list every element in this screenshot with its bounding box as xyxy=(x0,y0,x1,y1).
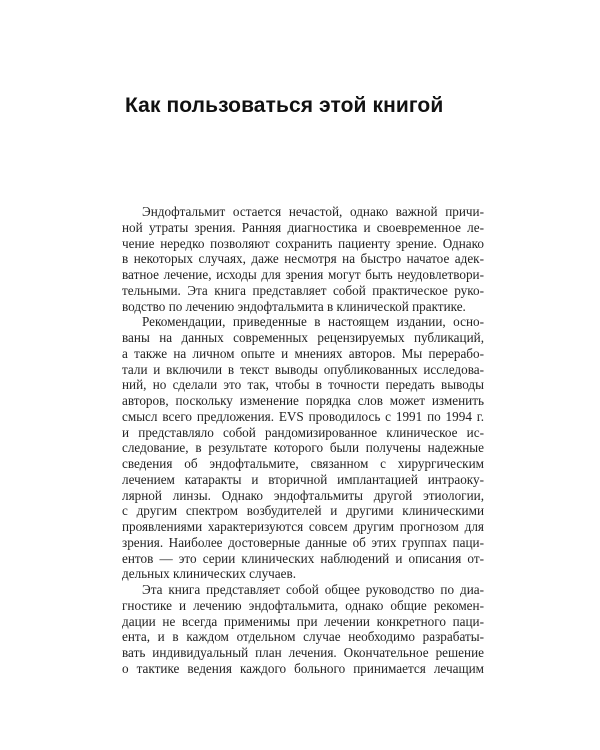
text-line: вать индивидуальный план лечения. Окончательное решение xyxy=(122,645,484,660)
text-line: ний, но сделали это так, чтобы в точности передать выводы xyxy=(122,377,484,393)
text-line: следование, в результате которого были получены надежные xyxy=(122,440,484,456)
text-line: сведения об эндофтальмите, связанном с хирургическим xyxy=(122,456,484,471)
text-line: дельных клинических случаев. xyxy=(122,566,297,582)
text-line: гностике и лечению эндофтальмита, однако общие рекомен- xyxy=(122,597,484,613)
text-line: в некоторых случаях, даже несмотря на быстро начатое адек- xyxy=(122,251,484,267)
text-line: ной утраты зрения. Ранняя диагностика и своевременное ле- xyxy=(122,219,484,235)
text-line: Рекомендации, приведенные в настоящем издании, осно- xyxy=(142,314,484,330)
chapter-title: Как пользоваться этой книгой xyxy=(125,94,444,117)
text-line: лечением катаракты и вторичной имплантацией интраоку- xyxy=(122,471,484,487)
text-line: Эта книга представляет собой общее руководство по диа- xyxy=(142,582,484,597)
text-line: ватное лечение, исходы для зрения могут быть неудовлетвори- xyxy=(122,267,484,282)
text-line: с другим спектром возбудителей и другими клиническими xyxy=(122,503,484,519)
text-line: проявлениями характеризуются совсем другим прогнозом для xyxy=(122,519,484,534)
text-line: Эндофтальмит остается нечастой, однако важной причи- xyxy=(142,204,484,219)
text-line: лярной линзы. Однако эндофтальмиты другой этиологии, xyxy=(122,487,484,503)
text-line: водство по лечению эндофтальмита в клинической практике. xyxy=(122,298,466,314)
text-line: тельными. Эта книга представляет собой практическое руко- xyxy=(122,282,484,298)
text-line: ента, и в каждом отдельном случае необходимо разрабаты- xyxy=(122,629,484,645)
text-line: смысл всего предложения. EVS проводилось с 1991 по 1994 г. xyxy=(122,408,484,424)
text-line: о тактике ведения каждого больного принимается лечащим xyxy=(122,660,484,676)
text-line: ваны на данных современных рецензируемых публикаций, xyxy=(122,330,484,345)
text-line: тали и включили в текст выводы опубликованных исследова- xyxy=(122,361,484,377)
text-line: а также на личном опыте и мнениях авторов. Мы перерабо- xyxy=(122,345,484,361)
text-line: чение нередко позволяют сохранить пациенту зрение. Однако xyxy=(122,235,484,251)
text-line: ентов — это серии клинических наблюдений и описания от- xyxy=(122,550,484,566)
text-line: зрения. Наиболее достоверные данные об этих группах паци- xyxy=(122,534,484,550)
text-line: авторов, поскольку изменение порядка слов может изменить xyxy=(122,393,484,408)
body-text xyxy=(122,204,484,677)
text-line: дации не всегда применимы при лечении конкретного паци- xyxy=(122,613,484,629)
text-line: и представляло собой рандомизированное клиническое ис- xyxy=(122,424,484,440)
